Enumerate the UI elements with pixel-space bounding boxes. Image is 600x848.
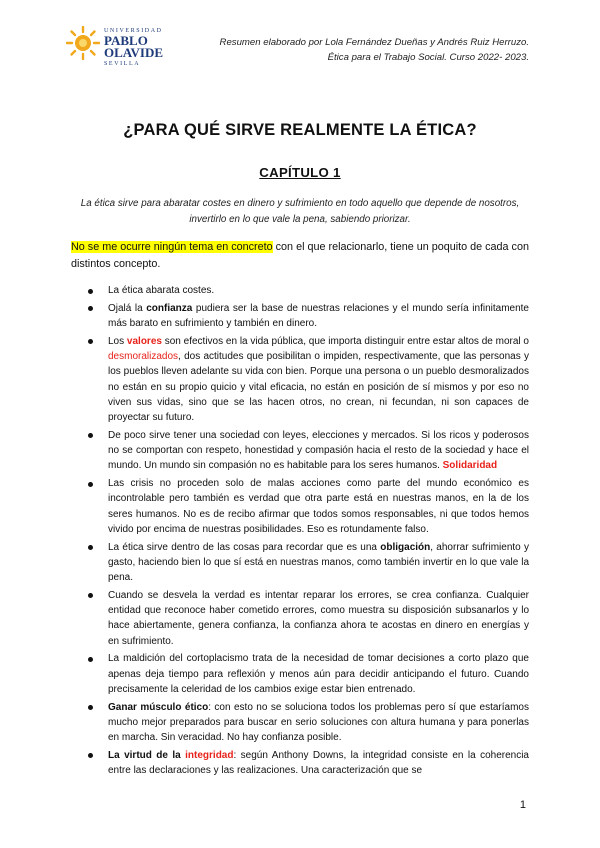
bullet-icon bbox=[88, 545, 93, 550]
logo-text-top: UNIVERSIDAD bbox=[104, 28, 163, 34]
bullet-item: La ética abarata costes. bbox=[71, 283, 529, 298]
university-logo bbox=[66, 26, 166, 68]
bullet-item: Los valores son efectivos en la vida pública, que importa distinguir entre estar altos de moral o desmoralizados, dos actitudes que posibilitan o impiden, respectivamente, que las personas y los pueblos lleven adelante su vida con bien. Porque una persona o un pueblo desmoralizados no están en su propio quicio y vital eficacia, no están en posición de sí mismos y por eso no viven sus vidas, sino que se las hacen otros, no crean, ni fecundan, ni son capaces de proyectar su futuro. bbox=[71, 334, 529, 426]
chapter-intro: La ética sirve para abaratar costes en dinero y sufrimiento en todo aquello que depende de nosotros, invertirlo en lo que vale la pena, sabiendo priorizar. bbox=[80, 198, 520, 225]
logo-text-olavide: OLAVIDE bbox=[104, 45, 164, 60]
page-header bbox=[220, 35, 529, 65]
keyword-solidaridad: Solidaridad bbox=[442, 460, 498, 472]
bullet-icon bbox=[88, 705, 93, 710]
keyword-desmoralizados: desmoralizados bbox=[108, 351, 179, 362]
bullet-item: Las crisis no proceden solo de malas acciones como parte del mundo económico es incontrolable pero también es verdad que otra parte está en nuestras manos, en la de los seres humanos. No es de recibo afirmar que todos somos responsables, ni que todos hemos vivido por encima de nuestras posibilidades. Eso es rotundamente falso. bbox=[71, 476, 529, 537]
chapter-heading: CAPÍTULO 1 bbox=[259, 165, 341, 180]
lead-text: con el que relacionarlo, tiene un poquito de cada con distintos concepto. bbox=[71, 241, 529, 270]
page-number: 1 bbox=[519, 799, 526, 811]
logo-text-pablo: PABLO bbox=[104, 33, 148, 48]
bullet-item: De poco sirve tener una sociedad con leyes, elecciones y mercados. Si los ricos y poderosos no se comportan con respeto, honestidad y compasión hacia el resto de la sociedad y hace el mundo. Un mundo sin compasión no es habitable para los seres humanos. Solidaridad bbox=[71, 428, 529, 474]
keyword-integridad: integridad bbox=[185, 749, 234, 761]
bullet-item: Cuando se desvela la verdad es intentar reparar los errores, se crea confianza. Cualquier entidad que reconoce haber cometido errores, como muestra su disposición subsanarlos y lo hace abiertamente, genera confianza, la confianza ahora te acostas en dinero en energías y en sufrimiento. bbox=[71, 588, 529, 649]
bullet-item: La ética sirve dentro de las cosas para recordar que es una obligación, ahorrar sufrimiento y gasto, haciendo bien lo que sí está en nuestras manos, como también invertir en lo que vale la pena. bbox=[71, 540, 529, 586]
bullet-item: La virtud de la integridad: según Anthony Downs, la integridad consiste en la coherencia entre las declaraciones y las realizaciones. Una caracterización que se bbox=[71, 748, 529, 779]
keyword-confianza: confianza bbox=[146, 302, 193, 314]
bullet-icon bbox=[88, 339, 93, 344]
header-authors: Resumen elaborado por Lola Fernández Dueñas y Andrés Ruiz Herruzo. bbox=[219, 37, 529, 48]
bullet-item: Ojalá la confianza pudiera ser la base de nuestras relaciones y el mundo sería infinitamente más barato en sufrimiento y también en dinero. bbox=[71, 301, 529, 332]
highlighted-text: No se me ocurre ningún tema en concreto bbox=[71, 241, 273, 253]
bullet-icon bbox=[88, 433, 93, 438]
bullet-icon bbox=[88, 593, 93, 598]
bullet-item: Ganar músculo ético: con esto no se soluciona todos los problemas pero sí que estaríamos mucho mejor preparados para buscar en serio soluciones con altura humana y para ponerlas en marcha. Sin veracidad. No hay confianza posible. bbox=[71, 700, 529, 746]
lead-paragraph bbox=[71, 239, 531, 273]
keyword-musculo-etico: Ganar músculo ético bbox=[108, 701, 209, 713]
logo-text-bottom: SEVILLA bbox=[104, 61, 141, 67]
bullet-icon bbox=[88, 753, 93, 758]
bullet-item: La maldición del cortoplacismo trata de la necesidad de tomar decisiones a corto plazo que apenas deja tiempo para reflexión y menos aún para decidir anticipando el futuro. Cuando precisamente la celeridad de los cambios exige estar bien entrenado. bbox=[71, 651, 529, 697]
header-course: Ética para el Trabajo Social. Curso 2022- 2023. bbox=[327, 52, 529, 63]
bullet-list bbox=[71, 283, 529, 781]
bullet-icon bbox=[88, 657, 93, 662]
keyword-virtud: La virtud de la bbox=[108, 749, 186, 761]
keyword-obligacion: obligación bbox=[380, 541, 431, 553]
sun-emblem-icon bbox=[66, 26, 100, 60]
bullet-icon bbox=[88, 482, 93, 487]
bullet-icon bbox=[88, 289, 93, 294]
bullet-icon bbox=[88, 306, 93, 311]
document-title: ¿PARA QUÉ SIRVE REALMENTE LA ÉTICA? bbox=[123, 121, 477, 139]
keyword-valores: valores bbox=[126, 335, 162, 347]
